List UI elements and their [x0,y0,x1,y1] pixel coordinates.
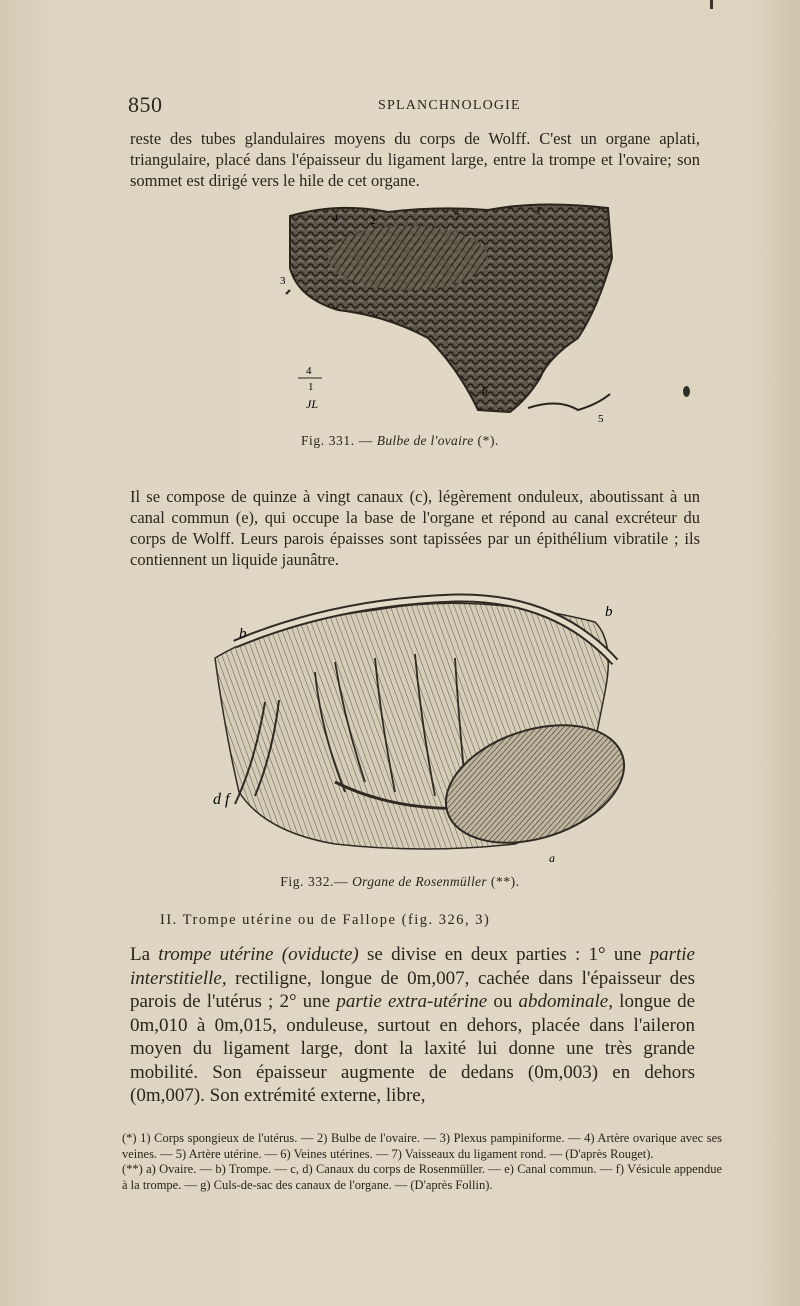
paragraph-wolff-organ: reste des tubes glandulaires moyens du corps de Wolff. C'est un organe aplati, triangulaire, placé dans l'épaisseur du ligament large, entre la trompe et l'ovaire; son sommet est dirigé vers le hile de cet organe. [130,129,700,190]
paragraph-canals: Il se compose de quinze à vingt canaux (c), légèrement onduleux, aboutissant à un canal commun (e), qui occupe la base de l'organe et répond au canal excréteur du corps de Wolff. Leurs parois épaisses sont tapissées par un épithélium vibratile ; ils contiennent un liquide jaunâtre. [130,487,700,569]
text-run: longue de 0m,010 à 0m,015, onduleuse, surtout en dehors, placée dans l'aileron moyen du ligament large, dont la laxité lui donne une très grande mobilité. Son épaisseur augmente de dedans (0m,003) en dehors (0m,007). Son extrémité externe, libre, [130,991,696,1106]
emphasis-trompe: trompe utérine (oviducte) [158,944,359,965]
figure-331-number: Fig. 331. — [300,433,373,448]
label-7: 7 [454,211,460,223]
label-f: f [225,791,230,808]
label-5: 5 [598,413,604,425]
section-reference: (fig. 326, 3) [401,912,491,928]
text-run: ou [487,991,519,1012]
label-4a: 4 [332,211,338,225]
figure-331-title: Bulbe de l'ovaire [376,433,474,448]
label-a: a [549,851,555,864]
text-run: se divise en deux parties : 1° une [358,944,650,965]
text-run: La [130,944,159,965]
label-d: d [213,791,221,808]
footnote-fig-332: (**) a) Ovaire. — b) Trompe. — c, d) Canaux du corps de Rosenmüller. — e) Canal commun. — f) Vésicule appendue à la trompe. — g) Culs-de-sac des canaux de l'organe. — (D'après Follin). [122,1162,722,1192]
paragraph-trompe [130,943,695,1108]
label-jl: JL [306,397,318,411]
section-title: II. Trompe utérine ou de Fallope [160,912,397,928]
footnotes [122,1131,722,1193]
label-b-left: b [239,626,247,642]
label-1a: 1 [536,205,542,217]
page-header [128,92,688,122]
figure-332-title: Organe de Rosenmüller [352,874,487,889]
ink-dot [683,386,690,397]
page-number: 850 [128,92,163,117]
section-heading [160,912,490,929]
figure-bulbe-ovaire [278,198,658,426]
figure-332-caption [0,874,800,890]
figure-331-mark: (*). [477,433,500,448]
text-run: rectiligne, longue de 0m,007, cachée dans l'épaisseur des parois de l'utérus ; 2° une [130,967,695,1012]
label-b-right: b [605,604,613,620]
footnote-fig-331: (*) 1) Corps spongieux de l'utérus. — 2) Bulbe de l'ovaire. — 3) Plexus pampiniforme. — 4) Artère ovarique avec ses veines. — 5) Artère utérine. — 6) Veines utérines. — 7) Vaisseaux du ligament rond. — (D'après Rouget). [122,1131,722,1161]
figure-332-number: Fig. 332.— [280,874,349,889]
label-4b: 4 [306,365,312,377]
figure-332-mark: (**). [490,874,520,889]
figure-331-caption [0,433,800,449]
label-3: 3 [280,275,286,287]
emphasis-abdominale: abdominale, [518,991,613,1012]
emphasis-extra-uterine: partie extra-utérine [336,991,488,1012]
printer-mark [710,0,713,9]
running-head: SPLANCHNOLOGIE [378,98,521,113]
figure-organe-rosenmuller [195,582,635,864]
emphasis-interstitielle: partie interstitielle, [130,944,695,989]
label-2: 2 [370,215,376,227]
label-1b: 1 [308,381,314,393]
label-6: 6 [482,385,488,397]
